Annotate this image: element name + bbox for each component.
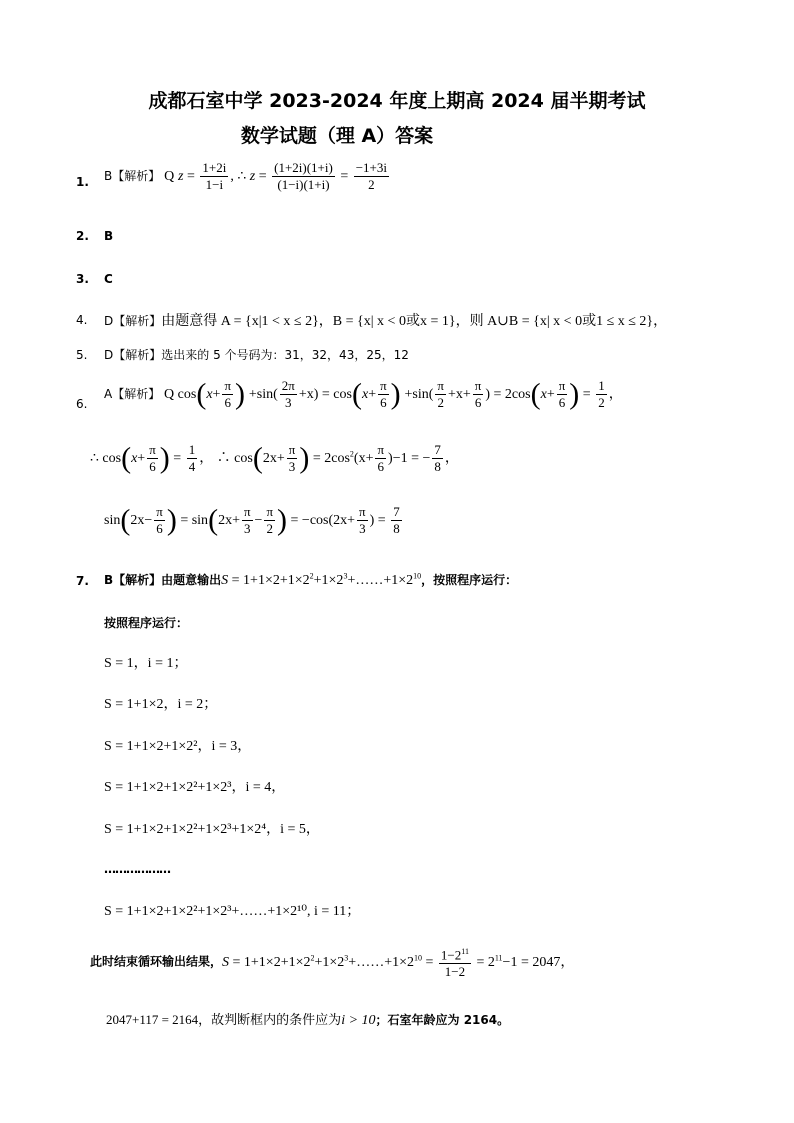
item-prefix: B【解析】 [104, 169, 161, 183]
item-4-solution: D【解析】由题意得 A = {x|1 < x ≤ 2}，B = {x| x < 0或x = 1}，则 A∪B = {x| x < 0或1 ≤ x ≤ 2}， [104, 314, 668, 329]
q7-heading: 按照程序运行： [104, 616, 189, 630]
q7-result: 此时结束循环输出结果，$S = 1+1\times 2+1\times 2^2+1\times 2^3+\dots\dots+1\times 2^{10}$ = $\frac{1-2^{11}}{1-2}$ = $2^{11}-1 = 2047$， [90, 944, 574, 980]
item-number: 6. [76, 397, 88, 411]
document-subtitle: 数学试题（理 A）答案 [240, 125, 434, 147]
q7-step: S = 1+1×2+1×2²，i = 3， [104, 739, 252, 754]
item-number: 7. [76, 574, 89, 588]
item-6-line-1: A【解析】 Q cos(x+ $\frac{\pi}{6}$ ) +sin( $\frac{2\pi}{3}$ +x) = cos(x+ $\frac{\pi}{6}$ ) +sin( $\frac{\pi}{2}$ +x+ $\frac{\pi}{6}$ ) = 2cos(x+ $\frac{\pi}{6}$ ) = $\frac{1}{2}$ ， [104, 377, 623, 411]
item-1-solution: B【解析】 Q z = $\frac{1+2i}{1-i}$ , ∴ z = $\frac{(1+2i)(1+i)}{(1-i)(1+i)}$ = $\frac{-1+3i}{2}$ [104, 160, 387, 192]
item-answer: C [104, 272, 113, 286]
q7-step: S = 1+1×2+1×2²+1×2³+1×2⁴，i = 5， [104, 822, 320, 837]
item-6-line-3: sin(2x− $\frac{\pi}{6}$ ) = sin(2x+ $\frac{\pi}{3}$ − $\frac{\pi}{2}$ ) = −cos(2x+ $\frac{\pi}{3}$ ) = $\frac{7}{8}$ [104, 503, 400, 537]
item-answer: B [104, 229, 114, 243]
item-5-solution: D【解析】选出来的 5 个号码为：31，32，43，25，12 [104, 348, 409, 362]
q7-step: S = 1+1×2+1×2²+1×2³，i = 4， [104, 780, 286, 795]
item-6-line-2: ∴ cos(x+ $\frac{\pi}{6}$ ) = $\frac{1}{4}$ ， ∴ cos(2x+ $\frac{\pi}{3}$ ) = $2\cos^2(x+$ $\frac{\pi}{6}$ )−1 = − $\frac{7}{8}$ ， [90, 441, 459, 475]
q7-dots: ……………… [104, 862, 170, 876]
q7-step: S = 1，i = 1； [104, 656, 188, 671]
item-number: 2. [76, 229, 89, 243]
item-7-intro: B【解析】由题意输出$S = 1+1\times 2+1\times 2^2+1\times 2^3+\dots\dots+1\times 2^{10}$，按照程序运行： [104, 571, 518, 588]
item-number: 5. [76, 348, 88, 362]
document-title: 成都石室中学 2023-2024 年度上期高 2024 届半期考试 [148, 90, 646, 112]
q7-final: 2047+117 = 2164，故判断框内的条件应为i > 10；石室年龄应为 2164。 [106, 1012, 510, 1028]
q7-last-step: S = 1+1×2+1×2²+1×2³+……+1×2¹⁰, i = 11； [104, 904, 361, 919]
item-number: 4. [76, 313, 88, 327]
item-number: 3. [76, 272, 89, 286]
q7-step: S = 1+1×2，i = 2； [104, 697, 218, 712]
item-number: 1. [76, 175, 89, 189]
